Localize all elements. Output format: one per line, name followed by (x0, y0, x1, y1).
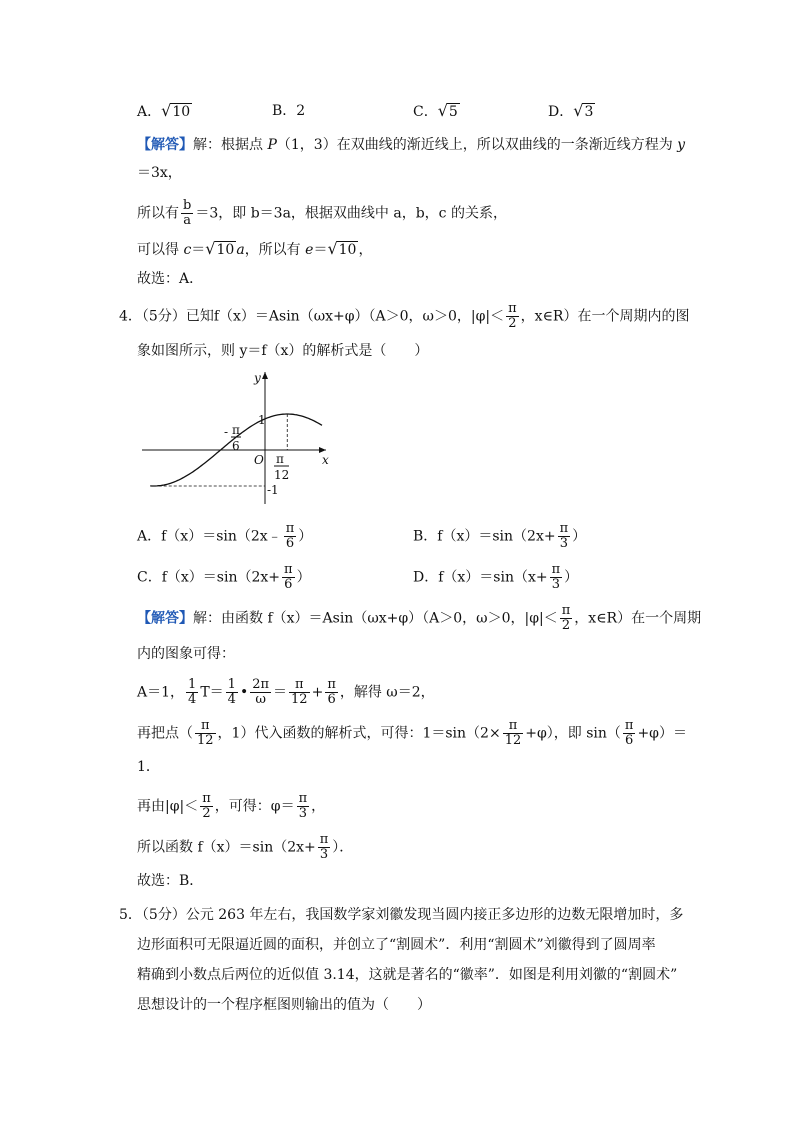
q3-option-a: A．√10 (137, 101, 191, 120)
q4-stem-line-1: 4．（5分）已知f（x）＝Asin（ωx+φ）（A＞0，ω＞0，|φ|＜ $\frac{\pi}{2}$ ，x∈R）在一个周期内的图 (119, 301, 690, 331)
tick-label-neg1: -1 (267, 483, 279, 497)
q4-solution-line-5: 1． (137, 759, 160, 775)
q4-option-d: D．f（x）＝sin（x+ $\frac{\pi}{3}$ ） (413, 562, 579, 592)
q4-solution-line-8: 故选：B． (137, 873, 204, 889)
tick-label-pi12-den: 12 (274, 468, 290, 482)
q5-line-3: 精确到小数点后两位的近似值 3.14，这就是著名的“徽率”．如图是利用刘徽的“割圆术” (137, 967, 678, 983)
q3-solution-line-3: 所以有 $\frac{b}{a}$ ＝3，即 b＝3a，根据双曲线中 a，b，c 的关系， (137, 198, 507, 228)
q4-solution-line-6: 再由|φ|＜ $\frac{\pi}{2}$ ，可得：φ＝ $\frac{\pi}{3}$ ， (137, 791, 326, 821)
tick-label-neg-pi6-sign: - (224, 425, 229, 439)
q3-solution-line-2: ＝3x， (137, 165, 182, 181)
tick-label-neg-pi6-den: 6 (232, 439, 240, 453)
sine-graph (140, 368, 340, 508)
x-axis-label: x (322, 453, 329, 467)
q5-line-1: 5．（5分）公元 263 年左右，我国数学家刘徽发现当圆内接正多边形的边数无限增加时，多 (119, 907, 684, 923)
tick-label-neg-pi6-num: π (232, 423, 240, 437)
q4-option-c: C．f（x）＝sin（2x+ $\frac{\pi}{6}$ ） (137, 562, 311, 592)
q4-solution-line-1: 【解答】解：由函数 f（x）＝Asin（ωx+φ）（A＞0，ω＞0，|φ|＜ $\frac{\pi}{2}$ ，x∈R）在一个周期 (137, 603, 702, 633)
q4-solution-line-4: 再把点（ $\frac{\pi}{12}$ ，1）代入函数的解析式，可得：1＝sin（2× $\frac{\pi}{12}$ +φ），即 sin（ $\frac{\pi}{6}$ +φ）＝ (137, 718, 687, 748)
q4-solution-line-2: 内的图象可得： (137, 646, 235, 662)
q3-option-c: C．√5 (413, 101, 458, 120)
q4-option-a: A．f（x）＝sin（2x﹣ $\frac{\pi}{6}$ ） (137, 521, 313, 551)
q3-solution-line-5: 故选：A． (137, 271, 204, 287)
q3-option-d: D．√3 (548, 101, 594, 120)
tick-label-1: 1 (258, 413, 266, 427)
q4-option-b: B．f（x）＝sin（2x+ $\frac{\pi}{3}$ ） (413, 521, 587, 551)
q3-option-b: B．2 (272, 103, 306, 119)
q4-stem-line-2: 象如图所示，则 y＝f（x）的解析式是（ ） (137, 343, 429, 359)
q3-solution-line-1: 【解答】解：根据点 P（1，3）在双曲线的渐近线上，所以双曲线的一条渐近线方程为 y (137, 137, 686, 153)
y-axis-label: y (254, 371, 261, 385)
q4-solution-line-7: 所以函数 f（x）＝sin（2x+ $\frac{\pi}{3}$ ）． (137, 832, 354, 862)
q3-solution-line-4: 可以得 c＝√10 a，所以有 e＝√10 ， (137, 239, 373, 258)
tick-label-pi12-num: π (276, 452, 284, 466)
origin-label: O (254, 453, 264, 467)
q4-solution-line-3: A＝1， $\frac{1}{4}$ T＝ $\frac{1}{4}$ • $\frac{2\pi}{\omega}$ ＝ $\frac{\pi}{12}$ + $\frac{\pi}{6}$ ，解得 ω＝2， (137, 677, 435, 707)
q5-line-4: 思想设计的一个程序框图则输出的值为（ ） (137, 997, 431, 1013)
q5-line-2: 边形面积可无限逼近圆的面积，并创立了“割圆术”．利用“割圆术”刘徽得到了圆周率 (137, 937, 656, 953)
